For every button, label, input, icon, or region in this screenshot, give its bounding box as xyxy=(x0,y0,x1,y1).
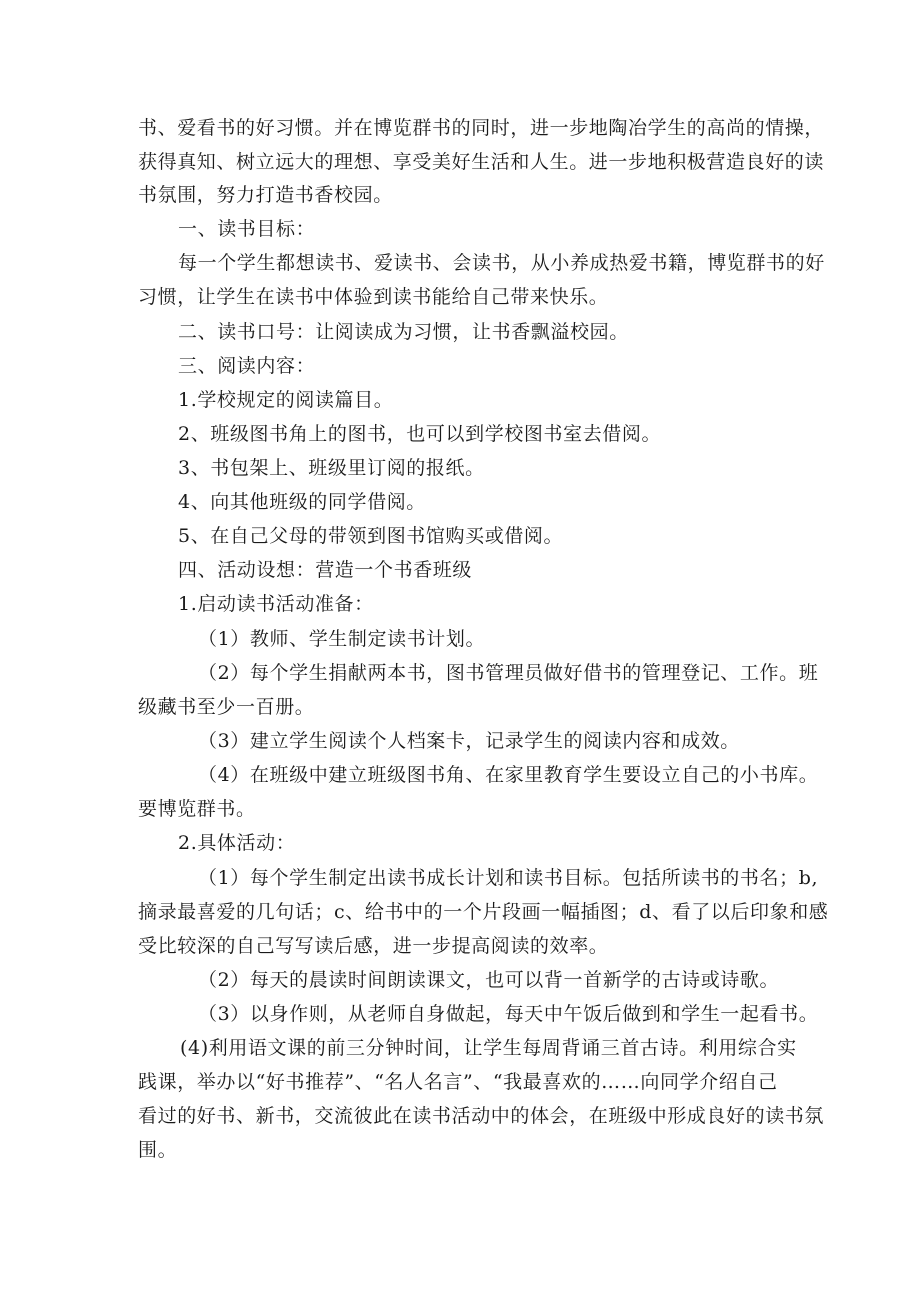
list-item-content-5: 5、在自己父母的带领到图书馆购买或借阅。 xyxy=(178,525,564,547)
subheading-preparation: 1.启动读书活动准备： xyxy=(178,593,374,615)
list-item-activity-4-cont-2: 看过的好书、新书，交流彼此在读书活动中的体会，在班级中形成良好的读书氛 xyxy=(138,1105,825,1127)
section-heading-reading-content: 三、阅读内容： xyxy=(178,355,316,377)
paragraph-line-intro-3: 书氛围，努力打造书香校园。 xyxy=(138,184,393,206)
list-item-content-4: 4、向其他班级的同学借阅。 xyxy=(178,491,426,513)
list-item-content-1: 1.学校规定的阅读篇目。 xyxy=(178,389,394,411)
list-item-prep-1: （1）教师、学生制定读书计划。 xyxy=(198,628,486,650)
list-item-prep-2: （2）每个学生捐献两本书，图书管理员做好借书的管理登记、工作。班 xyxy=(198,662,819,684)
paragraph-line-goals-2: 习惯，让学生在读书中体验到读书能给自己带来快乐。 xyxy=(138,286,609,308)
list-item-activity-1-cont-1: 摘录最喜爱的几句话；c、给书中的一个片段画一幅插图；d、看了以后印象和感 xyxy=(138,901,829,923)
list-item-activity-4-cont-1: 践课，举办以“好书推荐”、“名人名言”、“我最喜欢的……向同学介绍自己 xyxy=(138,1071,778,1093)
list-item-prep-4: （4）在班级中建立班级图书角、在家里教育学生要设立自己的小书库。 xyxy=(198,764,819,786)
list-item-prep-2-cont: 级藏书至少一百册。 xyxy=(138,696,315,718)
list-item-activity-1: （1）每个学生制定出读书成长计划和读书目标。包括所读书的书名；b, xyxy=(198,867,819,889)
list-item-prep-4-cont: 要博览群书。 xyxy=(138,798,256,820)
list-item-activity-2: （2）每天的晨读时间朗读课文，也可以背一首新学的古诗或诗歌。 xyxy=(198,969,780,991)
list-item-activity-1-cont-2: 受比较深的自己写写读后感，进一步提高阅读的效率。 xyxy=(138,935,609,957)
paragraph-line-intro-1: 书、爱看书的好习惯。并在博览群书的同时，进一步地陶冶学生的高尚的情操， xyxy=(138,117,825,139)
list-item-activity-4: (4)利用语文课的前三分钟时间，让学生每周背诵三首古诗。利用综合实 xyxy=(180,1037,797,1059)
subheading-specific-activities: 2.具体活动： xyxy=(178,832,296,854)
paragraph-line-intro-2: 获得真知、树立远大的理想、享受美好生活和人生。进一步地积极营造良好的读 xyxy=(138,151,825,173)
paragraph-line-goals-1: 每一个学生都想读书、爱读书、会读书，从小养成热爱书籍，博览群书的好 xyxy=(178,252,825,274)
list-item-activity-3: （3）以身作则，从老师自身做起，每天中午饭后做到和学生一起看书。 xyxy=(198,1003,819,1025)
list-item-content-2: 2、班级图书角上的图书，也可以到学校图书室去借阅。 xyxy=(178,423,662,445)
section-heading-activity-plan: 四、活动设想：营造一个书香班级 xyxy=(178,559,473,581)
list-item-content-3: 3、书包架上、班级里订阅的报纸。 xyxy=(178,457,485,479)
list-item-prep-3: （3）建立学生阅读个人档案卡，记录学生的阅读内容和成效。 xyxy=(198,730,740,752)
section-heading-reading-goals: 一、读书目标： xyxy=(178,218,316,240)
list-item-activity-4-cont-3: 围。 xyxy=(138,1139,178,1161)
section-heading-slogan: 二、读书口号：让阅读成为习惯，让书香飘溢校园。 xyxy=(178,321,629,343)
